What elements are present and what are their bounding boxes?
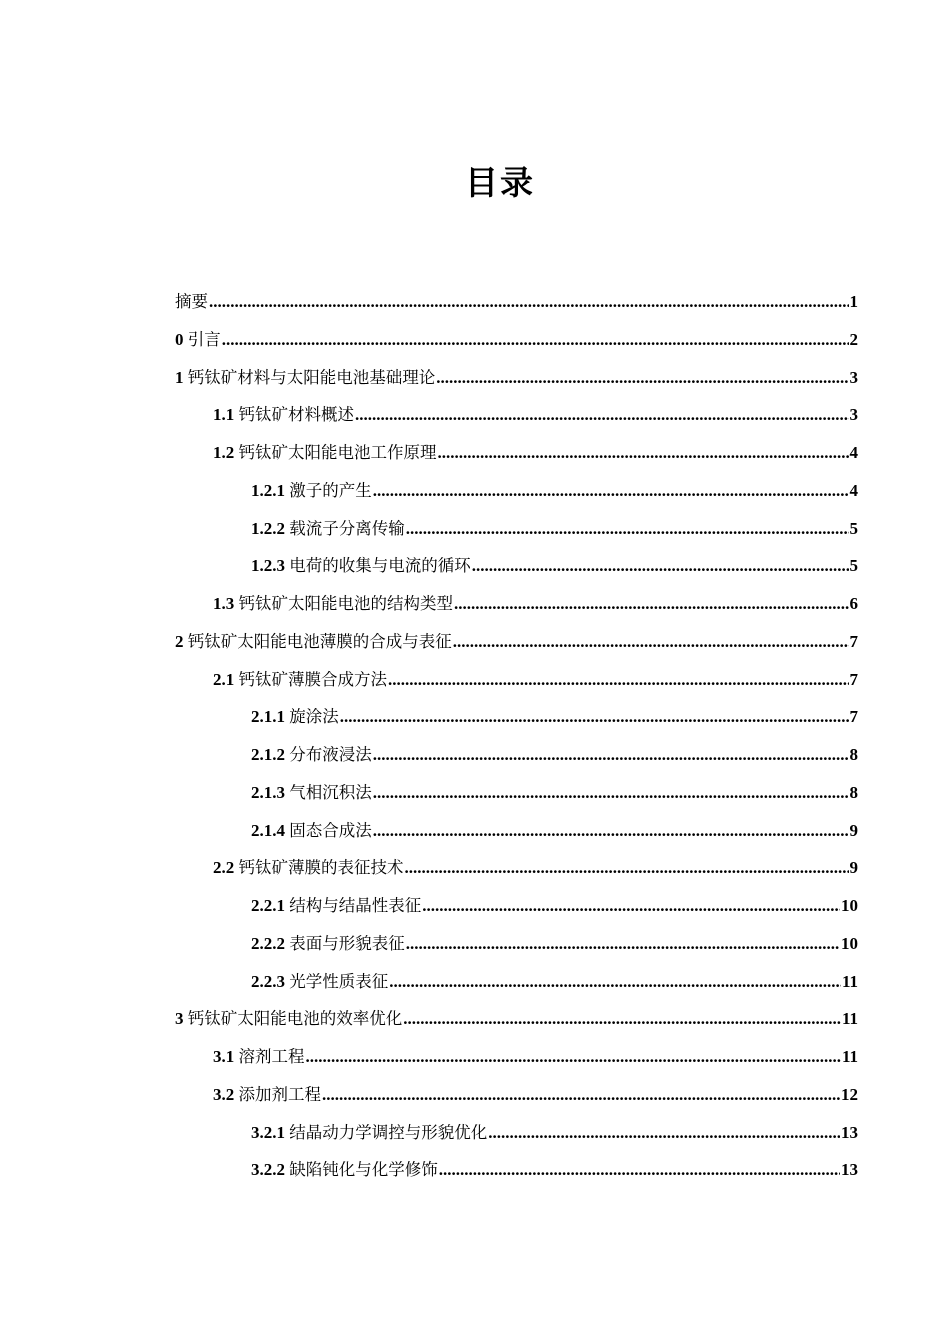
toc-entry[interactable] — [251, 703, 858, 733]
toc-entry-number: 2.1.1 — [251, 707, 290, 727]
toc-dot-leader — [373, 745, 849, 765]
toc-entry-number: 3.2.2 — [251, 1160, 290, 1180]
toc-entry[interactable] — [251, 968, 858, 998]
toc-page-number: 13 — [841, 1122, 858, 1142]
toc-page-number: 9 — [849, 858, 858, 878]
toc-page-number: 11 — [841, 971, 858, 991]
toc-entry[interactable] — [213, 1043, 858, 1073]
toc-entry-title: 缺陷钝化与化学修饰 — [289, 1160, 438, 1180]
toc-entry-number: 3 — [175, 1009, 188, 1029]
toc-entry-title: 摘要 — [175, 292, 208, 311]
toc-page-number: 10 — [841, 896, 858, 915]
toc-entry-number: 1.1 — [213, 405, 239, 425]
toc-entry-title: 钙钛矿太阳能电池的结构类型 — [238, 594, 453, 613]
toc-entry-number: 2.2.2 — [251, 933, 290, 953]
toc-page-number: 3 — [849, 405, 858, 425]
toc-entry-title: 表面与形貌表征 — [289, 933, 405, 953]
toc-page-number: 13 — [841, 1160, 858, 1180]
toc-entry-number: 3.2 — [213, 1084, 239, 1104]
toc-entry[interactable] — [251, 552, 858, 582]
toc-entry[interactable] — [213, 401, 858, 431]
page-title: 目录 — [465, 163, 535, 202]
toc-entry-title: 钙钛矿太阳能电池的效率优化 — [187, 1009, 403, 1029]
toc-entry-title: 结晶动力学调控与形貌优化 — [289, 1122, 488, 1142]
toc-entry-number: 2.1 — [213, 669, 239, 689]
toc-dot-leader — [403, 1009, 841, 1029]
toc-entry-number: 2.2 — [213, 858, 239, 878]
toc-page-number: 12 — [841, 1084, 858, 1104]
toc-dot-leader — [422, 896, 840, 916]
toc-entry[interactable] — [175, 1005, 858, 1035]
toc-entry-number: 2.1.4 — [251, 820, 290, 840]
toc-entry[interactable] — [213, 854, 858, 884]
toc-page-number: 6 — [849, 594, 858, 613]
toc-dot-leader — [436, 368, 848, 388]
toc-entry[interactable] — [175, 628, 858, 658]
toc-dot-leader — [488, 1123, 840, 1143]
toc-entry-number: 1.2.3 — [251, 556, 290, 576]
toc-entry-number: 0 — [175, 329, 188, 349]
toc-entry-title: 光学性质表征 — [289, 971, 389, 991]
toc-entry-title: 引言 — [187, 329, 221, 349]
toc-entry-number: 3.2.1 — [251, 1122, 290, 1142]
toc-entry[interactable] — [251, 515, 858, 545]
toc-entry-title: 分布液浸法 — [289, 745, 372, 764]
toc-entry[interactable] — [251, 930, 858, 960]
toc-dot-leader — [306, 1047, 841, 1067]
toc-entry[interactable] — [251, 817, 858, 847]
toc-entry-number: 2.1.3 — [251, 782, 290, 802]
toc-dot-leader — [322, 1085, 840, 1105]
toc-page-number: 7 — [849, 669, 858, 689]
toc-page-number: 10 — [841, 933, 858, 953]
toc-dot-leader — [439, 1160, 840, 1180]
toc-dot-leader — [373, 783, 849, 803]
toc-page-number: 2 — [849, 329, 858, 349]
toc-page-number: 4 — [849, 480, 858, 500]
toc-dot-leader — [209, 292, 849, 312]
toc-entry-title: 结构与结晶性表征 — [289, 896, 422, 915]
toc-page-number: 11 — [841, 1047, 858, 1066]
toc-entry-number: 1 — [175, 367, 188, 387]
toc-entry-number: 2 — [175, 631, 188, 651]
toc-entry-number: 1.2 — [213, 443, 239, 462]
toc-dot-leader — [388, 670, 849, 690]
toc-entry-title: 钙钛矿太阳能电池薄膜的合成与表征 — [187, 631, 452, 651]
toc-dot-leader — [373, 481, 849, 501]
toc-entry-title: 钙钛矿太阳能电池工作原理 — [238, 443, 437, 462]
toc-entry-title: 钙钛矿薄膜合成方法 — [238, 669, 387, 689]
toc-entry[interactable] — [213, 439, 858, 469]
toc-page-number: 11 — [841, 1009, 858, 1029]
toc-dot-leader — [389, 972, 841, 992]
toc-entry-number: 3.1 — [213, 1047, 239, 1066]
toc-entry-title: 载流子分离传输 — [289, 518, 405, 538]
toc-dot-leader — [222, 330, 849, 350]
toc-page-number: 8 — [849, 745, 858, 764]
toc-dot-leader — [340, 707, 849, 727]
toc-entry-title: 钙钛矿材料概述 — [238, 405, 354, 425]
toc-entry[interactable] — [251, 741, 858, 771]
toc-entry-number: 1.2.1 — [251, 480, 290, 500]
toc-entry-title: 固态合成法 — [289, 820, 372, 840]
toc-entry-title: 添加剂工程 — [238, 1084, 321, 1104]
toc-page-number: 7 — [849, 707, 858, 727]
toc-dot-leader — [453, 632, 849, 652]
toc-page-number: 7 — [849, 631, 858, 651]
toc-entry[interactable] — [213, 590, 858, 620]
toc-page-number: 3 — [849, 367, 858, 387]
toc-entry[interactable] — [213, 1081, 858, 1111]
toc-entry-title: 旋涂法 — [289, 707, 339, 727]
toc-entry[interactable] — [175, 288, 858, 318]
toc-entry[interactable] — [213, 666, 858, 696]
toc-page-number: 5 — [849, 556, 858, 576]
toc-entry-number: 2.2.1 — [251, 896, 290, 915]
toc-entry-number: 2.2.3 — [251, 971, 290, 991]
toc-dot-leader — [405, 858, 849, 878]
toc-page-number: 4 — [849, 443, 858, 462]
toc-entry-title: 气相沉积法 — [289, 782, 372, 802]
toc-entry-title: 钙钛矿材料与太阳能电池基础理论 — [187, 367, 436, 387]
toc-entry-title: 激子的产生 — [289, 480, 372, 500]
toc-entry-title: 电荷的收集与电流的循环 — [289, 556, 471, 576]
toc-page-number: 1 — [849, 292, 858, 311]
toc-entry[interactable] — [251, 1119, 858, 1149]
toc-entry[interactable] — [251, 477, 858, 507]
toc-entry[interactable] — [175, 326, 858, 356]
toc-dot-leader — [472, 556, 849, 576]
toc-dot-leader — [355, 405, 849, 425]
toc-entry-number: 1.2.2 — [251, 518, 290, 538]
toc-entry[interactable] — [251, 779, 858, 809]
toc-entry-title: 钙钛矿薄膜的表征技术 — [238, 858, 404, 878]
toc-page-number: 9 — [849, 820, 858, 840]
toc-entry-title: 溶剂工程 — [238, 1047, 305, 1066]
toc-entry-number: 1.3 — [213, 594, 239, 613]
toc-entry-number: 2.1.2 — [251, 745, 290, 764]
toc-page-number: 8 — [849, 782, 858, 802]
toc-dot-leader — [406, 519, 849, 539]
toc-entry[interactable] — [251, 1156, 858, 1186]
toc-dot-leader — [438, 443, 849, 463]
toc-page-number: 5 — [849, 518, 858, 538]
toc-dot-leader — [406, 934, 840, 954]
toc-entry[interactable] — [175, 364, 858, 394]
toc-dot-leader — [373, 821, 849, 841]
toc-dot-leader — [454, 594, 849, 614]
toc-entry[interactable] — [251, 892, 858, 922]
